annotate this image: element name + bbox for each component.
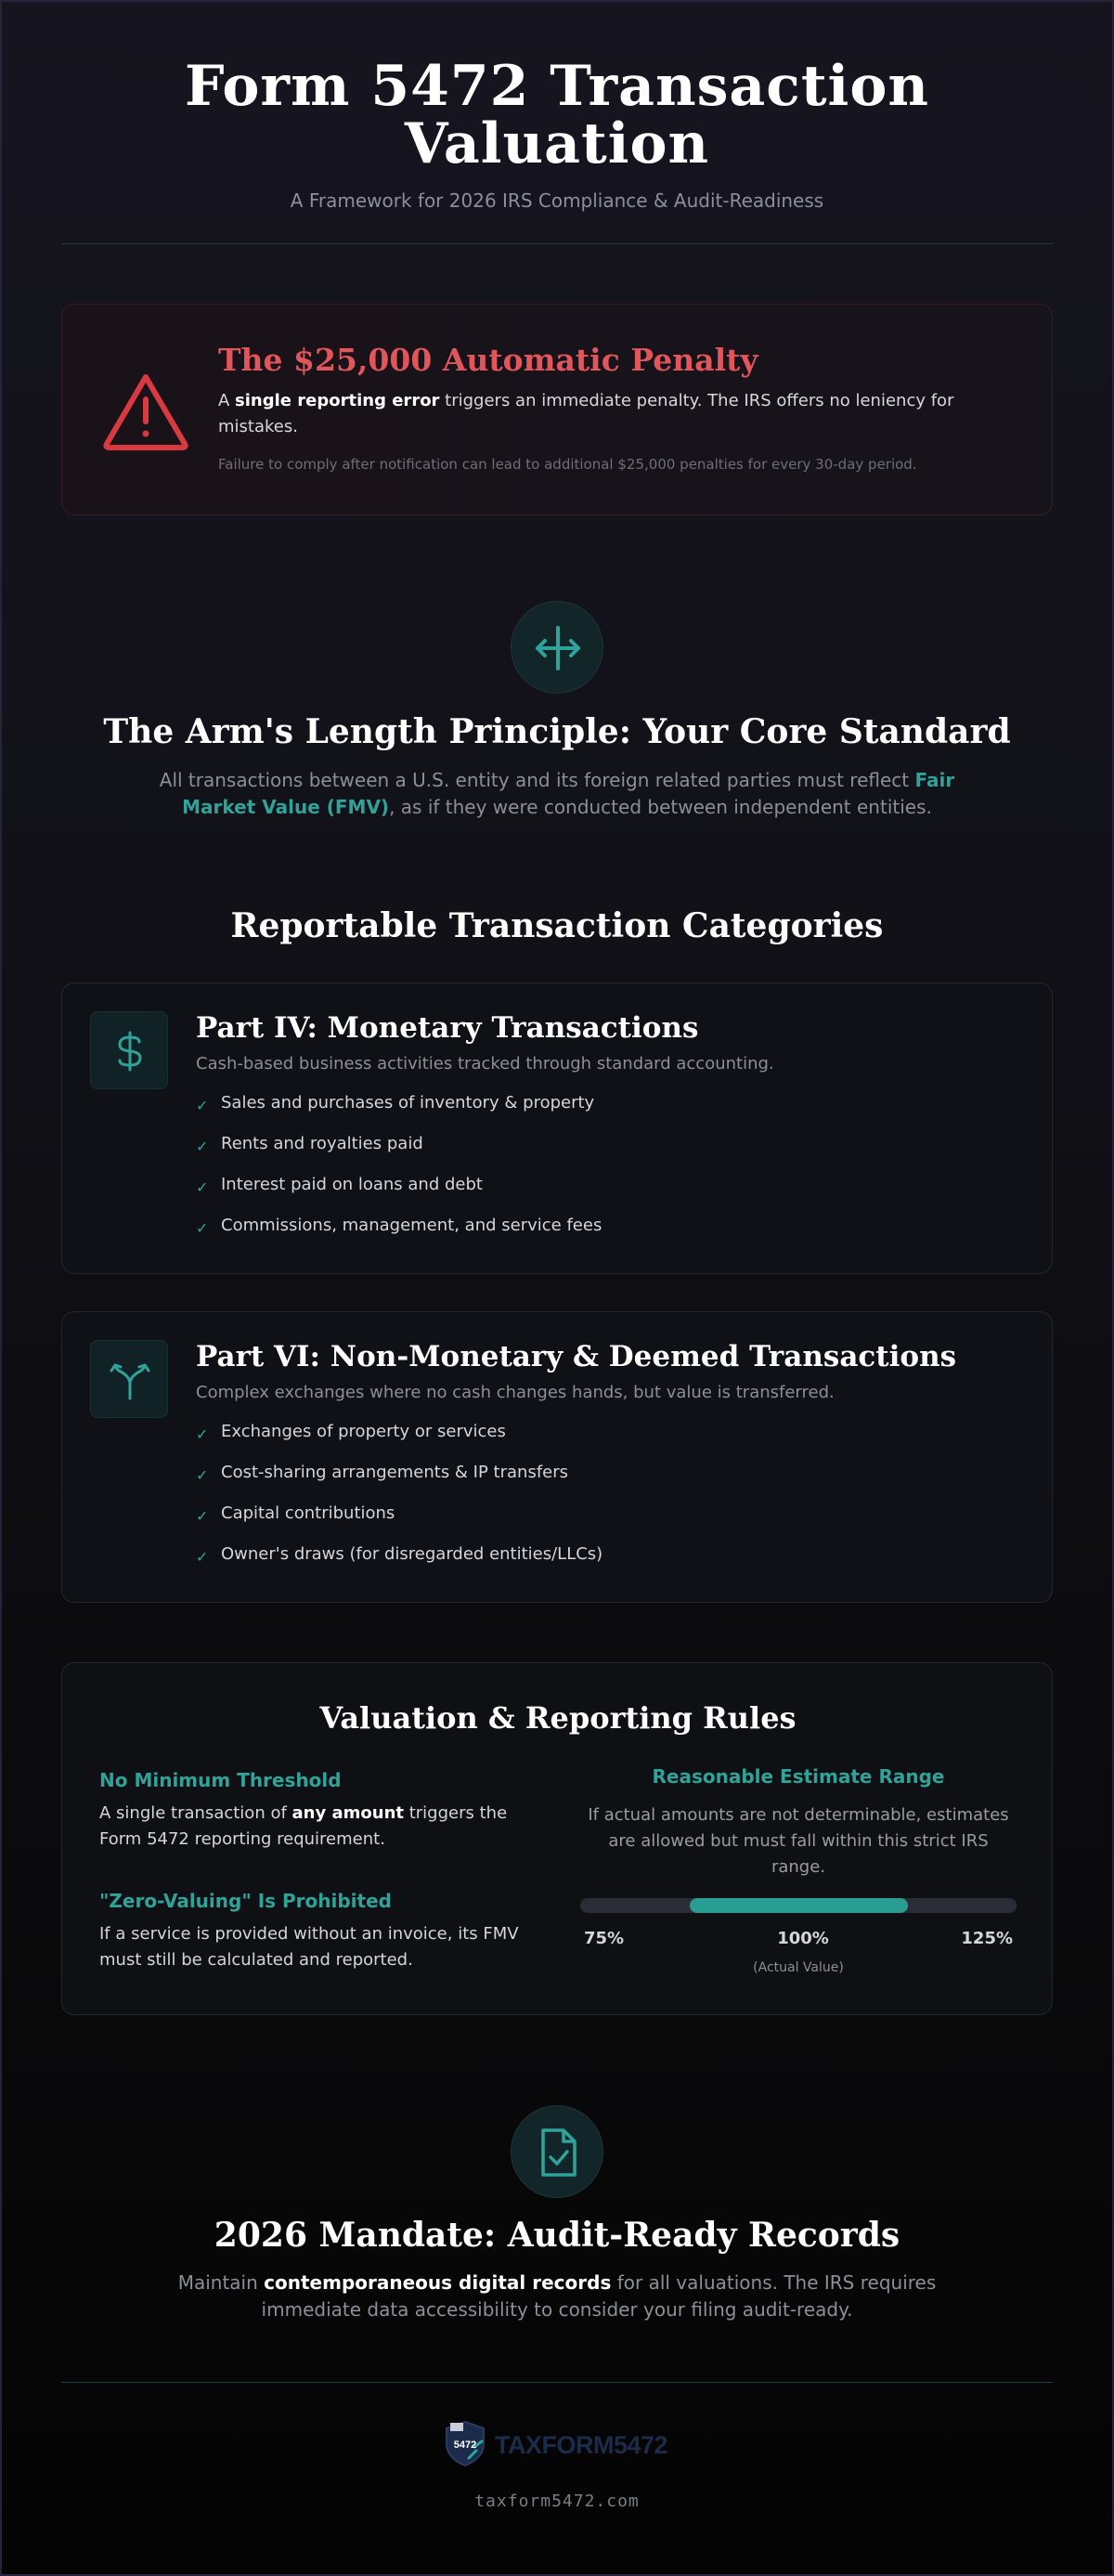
any-amount-bold: any amount — [291, 1803, 404, 1823]
estimate-range-body: If actual amounts are not determinable, estimates are allowed but must fall within this strict IRS range. — [588, 1805, 1009, 1877]
estimate-range-bar — [580, 1898, 1017, 1913]
shield-logo-icon — [441, 2419, 489, 2467]
category-card-monetary — [61, 982, 1053, 1274]
list-item: ✓ Sales and purchases of inventory & property — [196, 1093, 595, 1114]
estimate-range-fill — [690, 1898, 908, 1913]
check-icon: ✓ — [196, 1138, 209, 1155]
card-title: Part VI: Non-Monetary & Deemed Transactions — [196, 1340, 957, 1373]
zero-valuing-title: "Zero-Valuing" Is Prohibited — [99, 1890, 392, 1912]
zero-valuing-body: If a service is provided without an invoice, its FMV must still be calculated and reported. — [99, 1924, 519, 1970]
no-minimum-title: No Minimum Threshold — [99, 1769, 342, 1791]
check-icon: ✓ — [196, 1548, 209, 1566]
card-description: Complex exchanges where no cash changes hands, but value is transferred. — [196, 1383, 835, 1402]
document-check-icon — [511, 2105, 603, 2198]
categories-title: Reportable Transaction Categories — [230, 906, 884, 945]
rules-card — [61, 1662, 1053, 2015]
mandate-body-bold: contemporaneous digital records — [264, 2271, 612, 2294]
list-item: ✓ Rents and royalties paid — [196, 1134, 423, 1155]
list-item: ✓ Exchanges of property or services — [196, 1422, 506, 1443]
check-icon: ✓ — [196, 1219, 209, 1237]
no-minimum-body: A single transaction of any amount triggers the Form 5472 reporting requirement. — [99, 1803, 508, 1849]
range-mid-note: (Actual Value) — [753, 1960, 844, 1975]
site-url[interactable]: taxform5472.com — [474, 2491, 640, 2511]
card-title: Part IV: Monetary Transactions — [196, 1011, 699, 1045]
taxform5472-logo — [441, 2419, 673, 2469]
exchange-arrows-icon — [90, 1340, 168, 1418]
svg-text:5472: 5472 — [453, 2439, 477, 2451]
dollar-icon — [90, 1011, 168, 1089]
arms-length-body: All transactions between a U.S. entity and its foreign related parties must reflect Fair Market Value (FMV), as if they were conducted between independent entities. — [159, 769, 955, 818]
category-card-non-monetary — [61, 1311, 1053, 1603]
page-subtitle: A Framework for 2026 IRS Compliance & Audit-Readiness — [290, 189, 824, 212]
card-list — [196, 1422, 602, 1585]
card-list — [196, 1093, 602, 1256]
check-icon: ✓ — [196, 1466, 209, 1484]
list-item: ✓ Interest paid on loans and debt — [196, 1175, 483, 1196]
range-low-label: 75% — [584, 1929, 625, 1948]
page-title — [0, 54, 1114, 176]
list-item: ✓ Commissions, management, and service fees — [196, 1216, 602, 1237]
arrows-split-icon — [511, 601, 603, 694]
rules-title: Valuation & Reporting Rules — [319, 1700, 797, 1736]
check-icon: ✓ — [196, 1507, 209, 1525]
check-icon: ✓ — [196, 1097, 209, 1114]
penalty-body: A single reporting error triggers an immediate penalty. The IRS offers no leniency for mistakes. — [218, 391, 954, 436]
list-item: ✓ Owner's draws (for disregarded entities/LLCs) — [196, 1544, 603, 1566]
penalty-card — [61, 304, 1053, 515]
list-item: ✓ Cost-sharing arrangements & IP transfers — [196, 1463, 569, 1484]
penalty-body-bold: single reporting error — [235, 391, 440, 410]
check-icon: ✓ — [196, 1425, 209, 1443]
estimate-range-title: Reasonable Estimate Range — [652, 1765, 945, 1788]
card-description: Cash-based business activities tracked through standard accounting. — [196, 1054, 774, 1073]
title-line-1: Form 5472 Transaction — [185, 54, 929, 119]
warning-triangle-icon — [99, 370, 192, 453]
footer-divider — [61, 2382, 1053, 2383]
fmv-highlight: Fair Market Value (FMV) — [182, 769, 955, 818]
penalty-title: The $25,000 Automatic Penalty — [218, 342, 758, 378]
list-item: ✓ Capital contributions — [196, 1503, 395, 1525]
mandate-title: 2026 Mandate: Audit-Ready Records — [214, 2216, 900, 2255]
arms-length-title: The Arm's Length Principle: Your Core Standard — [103, 712, 1011, 751]
title-line-2: Valuation — [404, 111, 710, 176]
mandate-body: Maintain contemporaneous digital records for all valuations. The IRS requires immediate data accessibility to consider your filing audit-ready. — [177, 2271, 937, 2321]
check-icon: ✓ — [196, 1178, 209, 1196]
range-high-label: 125% — [961, 1929, 1013, 1948]
header-divider — [61, 243, 1053, 244]
logo-text: TAXFORM5472 — [495, 2431, 668, 2459]
range-mid-label: 100% — [777, 1929, 829, 1948]
penalty-note: Failure to comply after notification can lead to additional $25,000 penalties for every 30-day period. — [218, 456, 917, 473]
